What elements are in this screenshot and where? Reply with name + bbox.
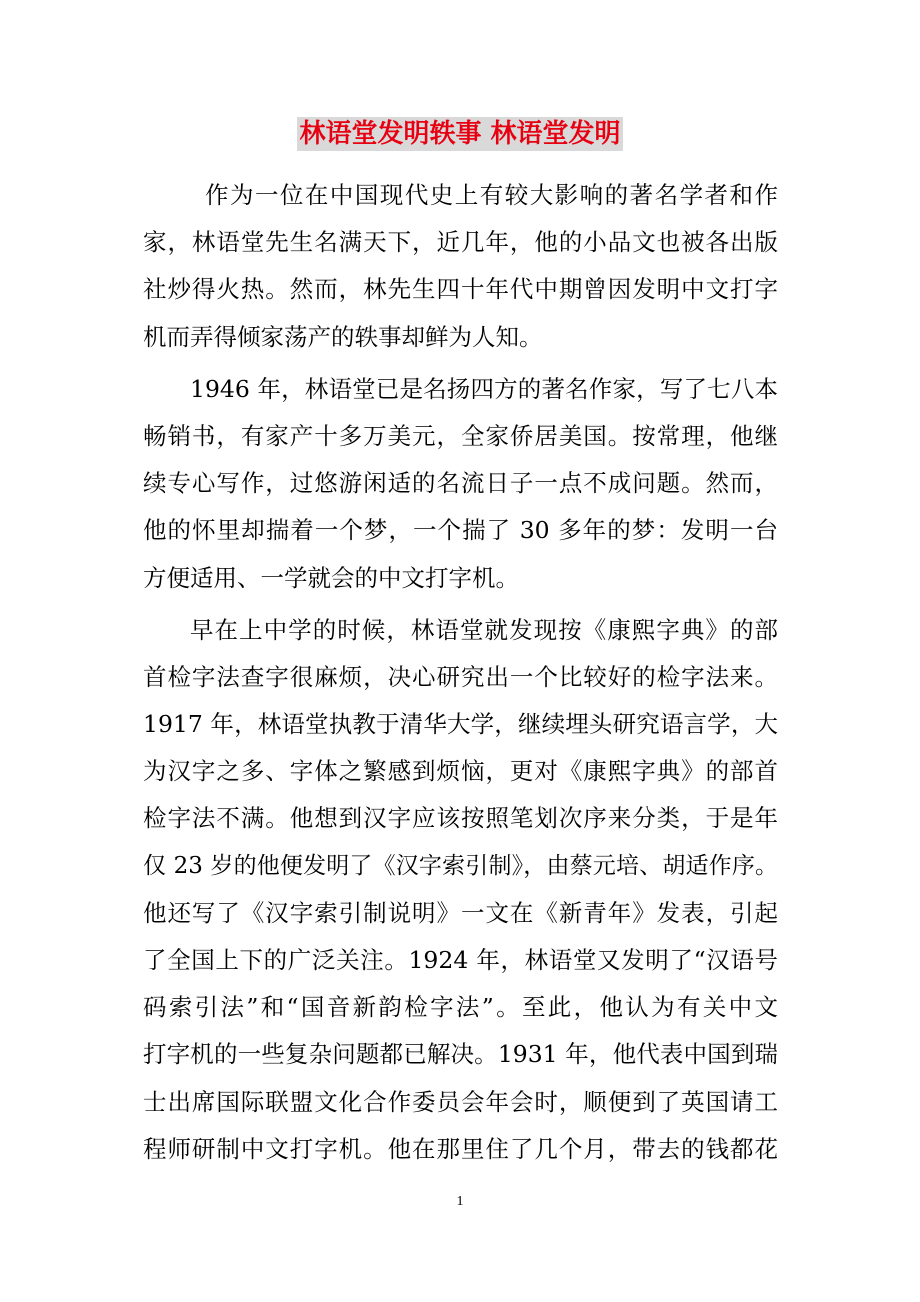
paragraph-line: 早在上中学的时候，林语堂就发现按《康熙字典》的部 [190,615,778,644]
paragraph-line: 他还写了《汉字索引制说明》一文在《新青年》发表，引起 [143,898,778,927]
paragraph-line: 码索引法”和“国音新韵检字法”。至此，他认为有关中文 [143,993,778,1022]
paragraph-line: 社炒得火热。然而，林先生四十年代中期曾因发明中文打字 [143,275,778,304]
paragraph-line: 他的怀里却揣着一个梦，一个揣了 30 多年的梦：发明一台 [143,516,778,545]
document-title: 林语堂发明轶事 林语堂发明 [299,119,621,149]
paragraph-line: 1946 年，林语堂已是名扬四方的著名作家，写了七八本 [190,374,778,403]
paragraph-line: 仅 23 岁的他便发明了《汉字索引制》，由蔡元培、胡适作序。 [143,852,778,879]
title-area [0,117,920,151]
paragraph-line: 机而弄得倾家荡产的轶事却鲜为人知。 [143,322,543,351]
paragraph-line: 家，林语堂先生名满天下，近几年，他的小品文也被各出版 [143,228,778,257]
paragraph-line: 畅销书，有家产十多万美元，全家侨居美国。按常理，他继 [143,421,778,450]
paragraph [143,366,778,602]
paragraph-line: 方便适用、一学就会的中文打字机。 [143,563,519,592]
paragraph [143,607,778,1173]
paragraph [143,172,778,361]
paragraph-line: 打字机的一些复杂问题都已解决。1931 年，他代表中国到瑞 [143,1040,778,1069]
paragraph-line: 为汉字之多、字体之繁感到烦恼，更对《康熙字典》的部首 [143,757,778,786]
paragraph-line: 1917 年，林语堂执教于清华大学，继续埋头研究语言学，大 [143,710,778,739]
paragraph-line: 程师研制中文打字机。他在那里住了几个月，带去的钱都花 [143,1134,778,1163]
paragraph-line: 作为一位在中国现代史上有较大影响的著名学者和作 [205,181,778,209]
paragraph-line: 检字法不满。他想到汉字应该按照笔划次序来分类，于是年 [143,804,778,833]
paragraph-line: 了全国上下的广泛关注。1924 年，林语堂又发明了“汉语号 [143,946,778,974]
paragraph-line: 续专心写作，过悠游闲适的名流日子一点不成问题。然而， [143,469,778,498]
paragraph-line: 士出席国际联盟文化合作委员会年会时，顺便到了英国请工 [143,1087,778,1116]
paragraph-line: 首检字法查字很麻烦，决心研究出一个比较好的检字法来。 [143,662,778,691]
page-number: 1 [456,1194,464,1209]
body-text [143,172,778,1173]
